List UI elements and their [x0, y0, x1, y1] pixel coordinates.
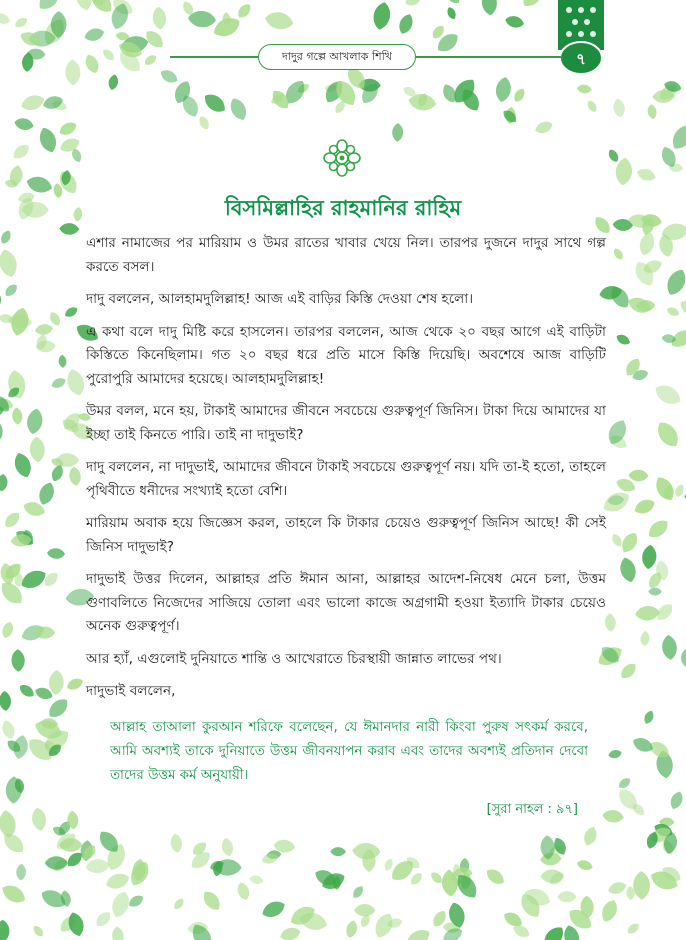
leaf — [557, 891, 576, 902]
leaf — [19, 92, 46, 113]
leaf — [93, 909, 114, 930]
leaf — [504, 14, 525, 29]
leaf — [645, 516, 672, 541]
leaf — [260, 898, 288, 921]
leaf — [17, 682, 36, 700]
paragraph-8: আর হ্যাঁ, এগুলোই দুনিয়াতে শান্তি ও আখেরাতে চিরস্থায়ী জান্নাত লাভের পথ। — [86, 650, 502, 667]
paragraph-2: দাদু বললেন, আলহামদুলিল্লাহ! আজ এই বাড়ির কিস্তি দেওয়া শেষ হলো। — [86, 291, 474, 307]
leaf — [0, 421, 6, 449]
quran-quote — [110, 716, 588, 788]
leaf — [264, 10, 295, 32]
quote-reference: [সুরা নাহল : ৯৭] — [486, 802, 578, 817]
leaf — [403, 925, 433, 940]
leaf — [540, 923, 568, 940]
leaf — [408, 871, 424, 887]
leaf — [0, 291, 5, 318]
story-body — [86, 232, 606, 713]
leaf — [220, 837, 235, 858]
leaf — [674, 483, 686, 498]
leaf — [83, 26, 106, 43]
leaf — [111, 926, 125, 940]
leaf — [107, 74, 119, 91]
quote-text: আল্লাহ তাআলা কুরআন শরিফে বলেছেন, যে ঈমানদার নারী কিংবা পুরুষ সৎকর্ম করবে, আমি অবশ্যই তাকে দুনিয়াতে উত্তম জীবনযাপন করাব এবং তাদের অবশ্যই প্রতিদান দেবো তাদের উত্তম কর্ম অনুযায়ী। — [110, 720, 588, 783]
leaf — [65, 59, 81, 85]
leaf — [279, 925, 302, 940]
leaf — [42, 570, 61, 589]
chapter-title-pill — [258, 44, 416, 70]
leaf — [83, 52, 102, 75]
leaf — [59, 223, 79, 235]
leaf — [615, 157, 634, 186]
leaf — [48, 310, 63, 328]
leaf — [0, 920, 10, 940]
page-number: ৭ — [576, 50, 586, 68]
leaf — [142, 27, 166, 51]
leaf — [604, 613, 616, 632]
leaf — [58, 354, 67, 368]
leaf — [647, 104, 658, 120]
leaf — [201, 90, 229, 116]
leaf — [152, 6, 168, 30]
leaf — [481, 0, 498, 16]
leaf — [606, 148, 620, 164]
leaf — [652, 474, 678, 504]
header-rule-left — [170, 56, 258, 58]
leaf — [634, 605, 660, 622]
leaf — [632, 496, 657, 516]
leaf — [13, 16, 29, 30]
leaf — [602, 809, 625, 824]
leaf — [0, 473, 8, 491]
leaf — [483, 866, 507, 888]
leaf — [227, 95, 250, 122]
leaf — [85, 858, 110, 874]
leaf — [127, 893, 146, 910]
leaf — [45, 695, 72, 721]
leaf — [351, 884, 366, 900]
leaf — [10, 142, 32, 162]
leaf — [104, 871, 131, 892]
leaf — [57, 119, 79, 137]
leaf — [617, 776, 633, 791]
leaf — [661, 634, 678, 660]
paragraph-7: দাদুভাই উত্তর দিলেন, আল্লাহর প্রতি ঈমান আনা, আল্লাহর আদেশ-নিষেধ মেনে চলা, উত্তম গুণাবলিতে নিজেদের সাজিয়ে তোলা এবং ভালো কাজে অগ্রগামী হওয়া ইত্যাদি টাকার চেয়েও অনেক গুরুত্বপূর্ণ। — [86, 571, 606, 634]
leaf — [47, 548, 66, 560]
leaf — [13, 117, 35, 132]
leaf — [494, 76, 513, 103]
leaf — [36, 480, 57, 507]
leaf — [642, 709, 655, 725]
leaf — [633, 871, 650, 900]
leaf — [612, 246, 626, 261]
leaf — [625, 921, 641, 936]
leaf — [599, 897, 621, 924]
leaf — [50, 376, 68, 390]
leaf — [444, 0, 462, 6]
leaf — [11, 407, 23, 425]
leaf — [680, 648, 686, 667]
leaf — [576, 858, 594, 872]
leaf — [0, 620, 15, 639]
leaf — [429, 870, 445, 886]
leaf — [30, 806, 48, 832]
leaf — [0, 691, 12, 712]
leaf — [169, 833, 183, 854]
leaf — [677, 297, 686, 318]
leaf — [235, 881, 251, 902]
leaf — [637, 231, 657, 258]
header-rule-right — [416, 56, 562, 58]
leaf — [64, 367, 87, 398]
leaf — [615, 332, 632, 347]
leaf — [330, 847, 345, 856]
paragraph-9: দাদুভাই বললেন, — [86, 683, 176, 699]
leaf — [63, 305, 79, 319]
leaf — [0, 229, 13, 246]
leaf — [533, 119, 554, 136]
chapter-title: দাদুর গল্পে আখলাক শিখি — [282, 50, 392, 63]
leaf — [11, 734, 29, 760]
leaf — [585, 99, 598, 114]
leaf — [640, 631, 650, 647]
leaf — [445, 6, 457, 21]
leaf — [618, 660, 639, 681]
paragraph-6: মারিয়াম অবাক হয়ে জিজ্ঞেস করল, তাহলে কি টাকার চেয়েও গুরুত্বপূর্ণ জিনিস আছে! কী সেই জিনিস দাদুভাই? — [86, 515, 606, 555]
leaf — [392, 123, 404, 142]
leaf — [25, 174, 54, 195]
leaf — [396, 12, 415, 36]
leaf — [383, 857, 395, 872]
page-title: বিসমিল্লাহির রাহমানির রাহিম — [224, 196, 462, 220]
leaf — [635, 166, 657, 183]
leaf — [607, 880, 628, 896]
leaf — [197, 114, 211, 131]
leaf — [344, 919, 359, 939]
leaf — [607, 749, 622, 760]
leaf — [9, 306, 32, 338]
leaf — [109, 889, 133, 920]
leaf — [2, 509, 23, 530]
leaf — [668, 790, 685, 811]
leaf — [200, 888, 224, 914]
leaf — [0, 881, 29, 907]
leaf — [0, 247, 20, 279]
leaf — [65, 676, 85, 692]
leaf — [34, 323, 53, 336]
leaf — [66, 910, 87, 938]
leaf — [73, 207, 83, 223]
leaf — [25, 407, 44, 435]
leaf — [581, 825, 599, 848]
leaf — [235, 1, 253, 20]
leaf — [49, 670, 64, 696]
paragraph-4: উমর বলল, মনে হয়, টাকাই আমাদের জীবনে সবচেয়ে গুরুত্বপূর্ণ জিনিস। টাকা দিয়ে আমাদের যা ইচ্ছা তাই কিনতে পারি। তাই না দাদুভাই? — [86, 403, 606, 443]
leaf — [404, 0, 422, 8]
leaf — [16, 864, 26, 881]
leaf — [158, 67, 180, 86]
paragraph-5: দাদু বললেন, না দাদুভাই, আমাদের জীবনে টাকাই সবচেয়ে গুরুত্বপূর্ণ নয়। যদি তা-ই হতো, তাহলে পৃথিবীতে ধনীদের সংখ্যাই হতো বেশি। — [86, 459, 606, 499]
leaf — [648, 587, 662, 595]
leaf — [618, 530, 641, 556]
leaf — [0, 719, 17, 741]
leaf — [618, 556, 639, 584]
leaf — [354, 904, 375, 916]
paragraph-1: এশার নামাজের পর মারিয়াম ও উমর রাতের খাবার খেয়ে নিল। তারপর দুজনে দাদুর সাথে গল্প করতে বসল। — [86, 235, 606, 275]
leaf — [73, 0, 94, 12]
leaf — [519, 0, 547, 11]
floral-ornament-icon — [322, 138, 362, 178]
leaf — [0, 11, 12, 26]
leaf — [641, 544, 658, 570]
paragraph-3: এ কথা বলে দাদু মিষ্টি করে হাসলেন। তারপর বললেন, আজ থেকে ২০ বছর আগে এই বাড়িটা কিস্তিতে কিনেছিলাম। গত ২০ বছর ধরে প্রতি মাসে কিস্তি দিয়েছি। অবশেষে আজ বাড়িটি পুরোপুরি আমাদের হয়েছে। আলহামদুলিল্লাহ! — [86, 323, 606, 387]
leaf — [172, 897, 186, 912]
leaf — [249, 874, 265, 885]
leaf — [68, 466, 82, 487]
leaf — [653, 418, 683, 451]
leaf — [11, 649, 25, 672]
leaf — [668, 121, 686, 153]
leaf — [371, 1, 392, 31]
leaf — [36, 125, 59, 155]
leaf — [612, 98, 626, 119]
leaf — [101, 47, 117, 63]
leaf — [31, 924, 45, 939]
leaf — [652, 381, 685, 409]
leaf — [628, 469, 648, 481]
leaf — [29, 436, 46, 463]
leaf — [143, 53, 159, 68]
leaf — [11, 450, 34, 479]
leaf — [3, 282, 20, 299]
leaf — [610, 532, 624, 548]
leaf — [626, 294, 653, 316]
leaf — [577, 84, 592, 94]
leaf — [49, 463, 65, 483]
leaf — [512, 87, 527, 105]
leaf — [663, 266, 686, 298]
leaf — [665, 305, 680, 318]
